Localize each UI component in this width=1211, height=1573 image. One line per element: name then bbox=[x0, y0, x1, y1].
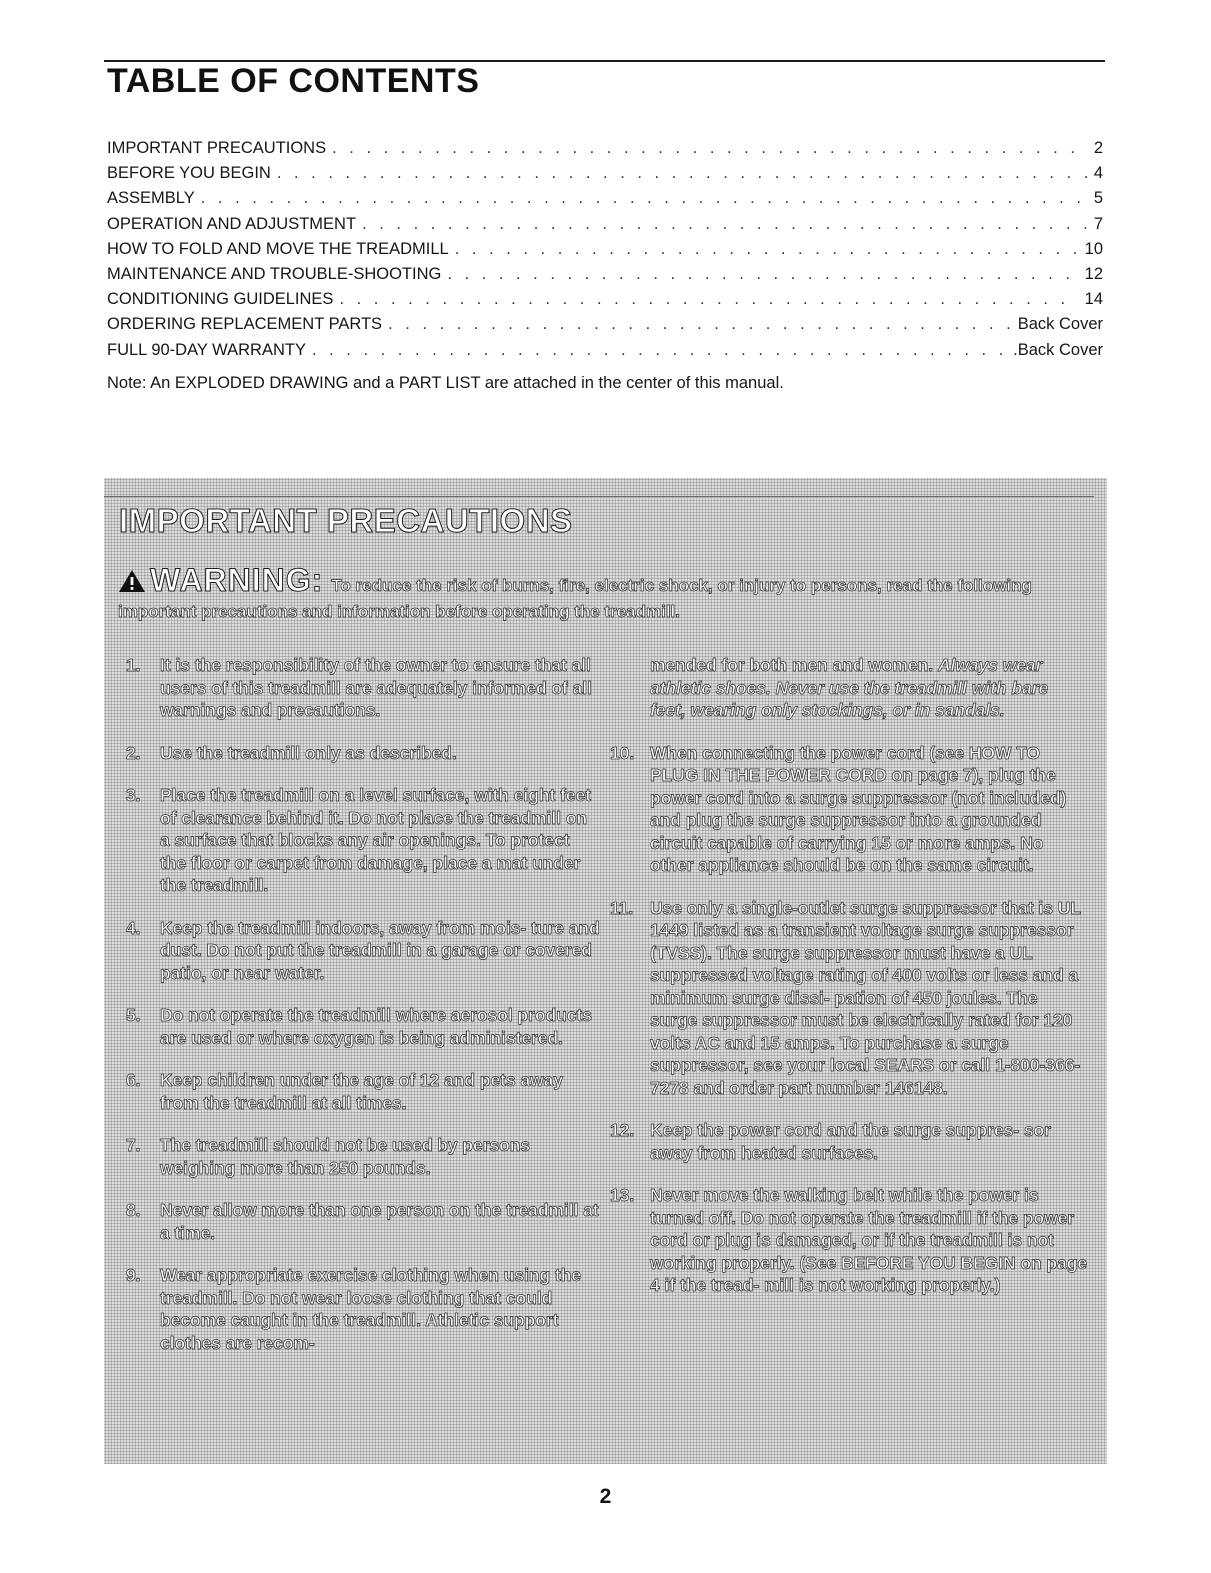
precaution-number: 13. bbox=[610, 1185, 635, 1205]
precaution-item bbox=[120, 1004, 600, 1049]
toc-entry bbox=[107, 212, 1103, 237]
precaution-text: Place the treadmill on a level surface, with eight feet of clearance behind it. Do not place the treadmill on a surface that blocks any air openings. To protect the floor or carpet from damage, place a mat under the treadmill. bbox=[160, 785, 592, 895]
toc-entry bbox=[107, 312, 1103, 337]
toc-entry bbox=[107, 136, 1103, 161]
precaution-text: The treadmill should not be used by persons weighing more than 250 pounds. bbox=[160, 1135, 531, 1178]
toc-leader bbox=[312, 338, 1007, 363]
toc-entry-page: Back Cover bbox=[1017, 315, 1103, 334]
precaution-item bbox=[610, 1184, 1088, 1297]
precaution-text: Wear appropriate exercise clothing when using the treadmill. Do not wear loose clothing that could become caught in the treadmill. Athletic support clothes are recom- bbox=[160, 1265, 582, 1353]
precaution-item bbox=[120, 654, 600, 722]
precaution-number: 9. bbox=[126, 1265, 141, 1285]
precaution-number: 3. bbox=[126, 785, 141, 805]
precaution-text-italic: Always wear athletic shoes. Never use the treadmill with bare feet, wearing only stockings, or in sandals. bbox=[650, 655, 1049, 720]
precaution-number: 12. bbox=[610, 1120, 635, 1140]
precaution-number: 4. bbox=[126, 917, 141, 938]
toc-note: Note: An EXPLODED DRAWING and a PART LIST are attached in the center of this manual. bbox=[107, 374, 784, 392]
precautions-heading: IMPORTANT PRECAUTIONS bbox=[119, 502, 573, 539]
toc-entry bbox=[107, 186, 1103, 211]
toc-entry bbox=[107, 237, 1103, 262]
toc-title: TABLE OF CONTENTS bbox=[107, 62, 480, 100]
precaution-number: 10. bbox=[610, 742, 635, 763]
precaution-item bbox=[610, 1119, 1088, 1164]
toc-leader bbox=[332, 136, 1088, 161]
toc-entry-label: HOW TO FOLD AND MOVE THE TREADMILL bbox=[107, 239, 449, 258]
precaution-number: 6. bbox=[126, 1070, 141, 1090]
toc-entry-page: 14 bbox=[1084, 290, 1103, 309]
precautions-panel bbox=[104, 478, 1107, 1464]
precaution-number: 8. bbox=[126, 1200, 141, 1220]
precaution-text: Keep the power cord and the surge suppres- sor away from heated surfaces. bbox=[650, 1120, 1052, 1163]
precaution-text: It is the responsibility of the owner to ensure that all users of this treadmill are adequately informed of all warnings and precautions. bbox=[160, 655, 592, 720]
toc-entry-label: FULL 90-DAY WARRANTY bbox=[107, 340, 306, 359]
precautions-right-column bbox=[610, 654, 1088, 1317]
toc-entry-page: 4 bbox=[1093, 164, 1103, 183]
precaution-number: 5. bbox=[126, 1005, 141, 1025]
precaution-item bbox=[120, 784, 600, 897]
precaution-item bbox=[120, 1264, 600, 1354]
toc-leader bbox=[388, 312, 1012, 337]
toc-leader bbox=[277, 161, 1088, 186]
warning-triangle-icon bbox=[118, 569, 146, 600]
toc-entry-label: ORDERING REPLACEMENT PARTS bbox=[107, 315, 383, 334]
warning-block bbox=[118, 562, 1088, 624]
toc-leader bbox=[362, 212, 1088, 237]
toc-entry-label: ASSEMBLY bbox=[107, 189, 195, 208]
warning-word: WARNING: bbox=[150, 562, 324, 598]
precaution-number: 11. bbox=[610, 897, 634, 918]
precaution-number: 7. bbox=[126, 1135, 141, 1155]
toc-entry bbox=[107, 287, 1103, 312]
precaution-text: mended for both men and women. bbox=[650, 655, 938, 675]
precaution-item bbox=[120, 1069, 600, 1114]
precaution-text: Use the treadmill only as described. bbox=[160, 742, 457, 763]
toc-entry-page: 2 bbox=[1093, 139, 1103, 157]
toc-entry-page: 5 bbox=[1093, 189, 1103, 208]
page-number: 2 bbox=[599, 1485, 612, 1508]
panel-rule bbox=[104, 496, 1094, 497]
precaution-item bbox=[610, 742, 1088, 877]
toc-entry-label: MAINTENANCE AND TROUBLE-SHOOTING bbox=[107, 264, 442, 283]
precaution-item bbox=[120, 917, 600, 985]
toc-leader bbox=[447, 262, 1078, 287]
precaution-text: Never allow more than one person on the treadmill at a time. bbox=[160, 1200, 599, 1243]
toc-leader bbox=[455, 237, 1079, 262]
toc-entry-page: 12 bbox=[1084, 264, 1103, 283]
toc-list bbox=[107, 136, 1103, 363]
precaution-number: 1. bbox=[126, 655, 141, 675]
toc-entry-page: 7 bbox=[1093, 214, 1103, 233]
toc-leader bbox=[339, 287, 1078, 312]
precaution-item bbox=[610, 897, 1088, 1100]
precaution-item bbox=[120, 742, 600, 765]
precaution-text: Keep children under the age of 12 and pets away from the treadmill at all times. bbox=[160, 1070, 563, 1113]
toc-leader bbox=[201, 186, 1088, 211]
precaution-text: Never move the walking belt while the power is turned off. Do not operate the treadmill if the power cord or plug is damaged, or if the treadmill is not working properly. (See BEFORE YOU BEGIN on page 4 if the tread- mill is not working properly.) bbox=[650, 1185, 1088, 1295]
precaution-text: Use only a single-outlet surge suppressor that is UL 1449 listed as a transient voltage surge suppressor (TVSS). The surge suppressor must have a UL suppressed voltage rating of 400 volts or less and a minimum surge dissi- pation of 450 joules. The surge suppressor must be electrically rated for 120 volts AC and 15 amps. To purchase a surge suppressor, see your local SEARS or call 1-800-366-7278 and order part number 146148. bbox=[650, 897, 1081, 1098]
toc-entry-label: IMPORTANT PRECAUTIONS bbox=[107, 139, 327, 157]
toc-entry-label: CONDITIONING GUIDELINES bbox=[107, 290, 334, 309]
toc-entry-label: OPERATION AND ADJUSTMENT bbox=[107, 214, 357, 233]
warning-text: To reduce the risk of burns, fire, electric shock, or injury to persons, read the following important precautions and information before operating the treadmill. bbox=[118, 576, 1032, 621]
precaution-text: Keep the treadmill indoors, away from mois- ture and dust. Do not put the treadmill in a garage or covered patio, or near water. bbox=[160, 917, 600, 983]
toc-entry-page: .Back Cover bbox=[1013, 340, 1103, 359]
toc-entry bbox=[107, 338, 1103, 363]
toc-entry bbox=[107, 161, 1103, 186]
precaution-text: Do not operate the treadmill where aerosol products are used or where oxygen is being administered. bbox=[160, 1005, 592, 1048]
toc-entry bbox=[107, 262, 1103, 287]
precaution-item bbox=[120, 1199, 600, 1244]
precaution-number: 2. bbox=[126, 742, 141, 763]
precautions-left-column bbox=[120, 654, 600, 1374]
precaution-item bbox=[120, 1134, 600, 1179]
precaution-item-continued bbox=[610, 654, 1088, 722]
toc-entry-page: 10 bbox=[1084, 239, 1103, 258]
toc-entry-label: BEFORE YOU BEGIN bbox=[107, 164, 271, 183]
precaution-text: When connecting the power cord (see HOW TO PLUG IN THE POWER CORD on page 7), plug the power cord into a surge suppressor (not included) and plug the surge suppressor into a grounded circuit capable of carrying 15 or more amps. No other appliance should be on the same circuit. bbox=[650, 742, 1067, 875]
